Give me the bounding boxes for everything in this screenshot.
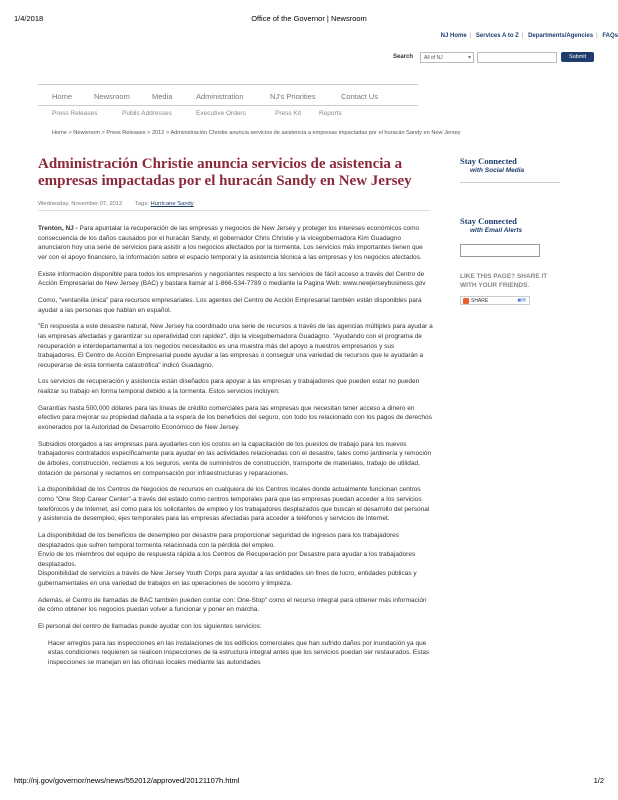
print-header xyxy=(14,14,604,26)
subnav-press-releases[interactable]: Press Releases xyxy=(52,110,98,117)
paragraph: La disponibilidad de los Centros de Negocios de recursos en cualquiera de los Centros locales donde actualmente funcionan centros como "One Stop Career Center"-a través del estado como centros temporales para que las empresas puedan acceder a los servicios telefónicos y de Internet, así como para los solicitantes de empleo y los trabajadores desplazados que buscan el desarrollo del personal y asistencia de desempleo, ejes temporales para las empresas afectadas para acceder a teléfonos y servicios de Internet. xyxy=(38,486,430,523)
page-title: Administración Christie anuncia servicios de asistencia a empresas impactadas por el huracán Sandy en New Jersey xyxy=(38,156,412,189)
paragraph: Además, el Centro de llamadas de BAC también pueden contar con: One-Stop" como el recurso integral para obtener más información de cómo obtener los negocios puedan volver a funcionar y poner en marcha. xyxy=(38,596,427,614)
dateline: Trenton, NJ - xyxy=(38,225,78,232)
top-link-faqs[interactable]: FAQs xyxy=(602,33,618,39)
nav-newsroom[interactable]: Newsroom xyxy=(94,92,130,101)
paragraph: Como, "ventanilla única" para recursos empresariales. Los agentes del Centro de Acción Empresarial también están disponibles para ayudar a las personas que hablan en español. xyxy=(38,296,422,314)
paragraph: Subsidios otorgados a las empresas para ayudarles con los costos en la capacitación de los puestos de trabajo para los nuevos trabajadores contratados específicamente para ayudar en las actividades relacionadas con el desastre, tales como jardinería y remoción de árboles, construcción, reclamos a los seguros, venta de suministros de construcción, transporte de materiales, trabajo de utilidad, dotación de personal y reclamos en compensación por infraestructuras y reparaciones. xyxy=(38,440,432,477)
nav-contact[interactable]: Contact Us xyxy=(341,92,379,101)
search-scope-select[interactable]: All of NJ ▾ xyxy=(420,52,474,63)
article-body xyxy=(38,224,433,675)
breadcrumb[interactable]: Home > Newsroom > Press Releases > 2012 > Administración Christie anuncia servicios de asistencia a empresas impactadas por el huracán Sandy en New Jersey xyxy=(52,130,461,136)
top-links: NJ Home | Services A to Z | Departments/Agencies | FAQs xyxy=(440,33,618,39)
share-button[interactable]: SHARE ■✉ xyxy=(460,296,530,305)
subnav-reports[interactable]: Reports xyxy=(319,110,342,117)
paragraph: Hacer arreglos para las inspecciones en las instalaciones de los edificios comerciales que han sufrido daños por inundación ya que estas condiciones requieren se realicen inspecciones de la estructura integral antes que los servicios puedan ser restaurados. Estas inspecciones se manejan en las oficinas locales mediante las autoridades xyxy=(48,639,430,667)
top-link-nj-home[interactable]: NJ Home xyxy=(440,33,467,39)
nav-media[interactable]: Media xyxy=(152,92,173,101)
email-alerts-box xyxy=(460,216,580,257)
social-media-box xyxy=(460,156,580,183)
article-date: Wednesday, November 07, 2012 xyxy=(38,201,123,207)
paragraph: Garantías hasta 500,000 dólares para las líneas de crédito comerciales para las empresas que necesitan tener acceso a dinero en efectivo para mejorar su propiedad dañada a la espera de los beneficios del seguro, con todo los relacionado con los pagos de derechos exonerados por la Autoridad de Desarrollo Económico de New Jersey. xyxy=(38,404,432,432)
email-subtitle[interactable]: with Email Alerts xyxy=(470,227,523,234)
print-title: Office of the Governor | Newsroom xyxy=(251,14,367,23)
top-link-departments[interactable]: Departments/Agencies xyxy=(528,33,594,39)
top-link-services[interactable]: Services A to Z xyxy=(475,33,519,39)
search-bar xyxy=(380,52,618,64)
search-submit-button[interactable]: Submit xyxy=(561,52,594,62)
search-label: Search xyxy=(393,54,414,60)
print-date: 1/4/2018 xyxy=(14,14,44,23)
divider xyxy=(460,182,560,183)
print-footer xyxy=(14,776,604,785)
paragraph: La disponibilidad de los beneficios de desempleo por desastre para proporcionar seguridad de ingresos para los trabajadores desplazados que sufren temporal tormenta relacionada con la pérdida del empleo. Envío de los miembros del equipo de respuesta rápida a los Centros de Recuperación por Desastre para ayudar a los trabajadores desplazados. Disponibilidad de servicios a través de New Jersey Youth Corps para ayudar a las entidades sin fines de lucro, entidades públicas y gubernamentales en una variedad de trabajos en las operaciones de socorro y limpieza. xyxy=(38,531,417,587)
subnav-press-kit[interactable]: Press Kit xyxy=(275,110,302,117)
paragraph: Existe información disponible para todos los empresarios y negociantes respecto a los servicios de fácil acceso a través del Centro de Acción Empresarial de New Jersey (BAC) y bastara llamar al 1-866-534-7789 o mediante la Pagina Web: www.newjerseybusiness.gov xyxy=(38,270,426,288)
chevron-down-icon: ▾ xyxy=(467,55,471,61)
paragraph: Los servicios de recuperación y asistencia están diseñados para apoyar a las empresas y trabajadores que pueden estar no pueden realizar su trabajo en forma temporal debido a la tormenta. Estos servicios incluyen: xyxy=(38,378,420,396)
page-number: 1/2 xyxy=(593,776,604,785)
subnav-public-addresses[interactable]: Public Addresses xyxy=(122,110,172,117)
article-meta xyxy=(38,201,194,207)
divider xyxy=(38,210,430,211)
business-link[interactable]: www.newjerseybusiness.gov xyxy=(342,280,426,288)
tags-label: Tags: xyxy=(135,201,149,207)
subnav-executive-orders[interactable]: Executive Orders xyxy=(196,110,246,117)
email-input[interactable] xyxy=(460,244,540,257)
share-icon xyxy=(463,298,469,304)
social-icons: ■✉ xyxy=(517,298,526,304)
search-input[interactable] xyxy=(477,52,557,63)
main-nav xyxy=(38,84,418,106)
tag-link[interactable]: Hurricane Sandy xyxy=(150,201,194,207)
nav-home[interactable]: Home xyxy=(52,92,73,101)
social-title[interactable]: Stay Connected xyxy=(460,156,517,166)
paragraph: Trenton, NJ - Para apuntalar la recuperación de las empresas y negocios de New Jersey y proteger los intereses económicos como consecuencia de los daños causados por el huracán Sandy, el gobernador Chris Christie y la vicegobernadora Kim Guadagno anunciaron hoy una serie de servicios para asistir a los negocios afectados por la tormenta. Los servicios más importantes tienen que ver con el apoyo financiero, la información sobre el espacio temporal y la asistencia técnica a las empresas y los negocios afectados. xyxy=(38,225,423,261)
email-title[interactable]: Stay Connected xyxy=(460,216,517,226)
paragraph: El personal del centro de llamadas puede ayudar con los siguientes servicios: xyxy=(38,623,262,631)
paragraph: "En respuesta a este desastre natural, New Jersey ha coordinado una serie de recursos a través de las agencias múltiples para ayudar a las empresas afectadas y garantizar su operatividad con rapidez", dijo la vicegobernadora Guadagno. "Ayudando con el programa de recuperación e interdepartamental a los negocios necesitados es una muestra más del apoyo a nuestros empresarios y sus trabajadores. El Centro de Acción Empresarial puede ayudar a las empresas o conseguir una variedad de recursos que le ayudarán a recuperarse de esta tormenta catastrófica" indicó Guadagno. xyxy=(38,323,433,369)
nav-priorities[interactable]: NJ's Priorities xyxy=(270,92,316,101)
print-url: http://nj.gov/governor/news/news/552012/approved/20121107h.html xyxy=(14,776,240,785)
social-subtitle[interactable]: with Social Media xyxy=(470,167,525,174)
like-share-text: LIKE THIS PAGE? SHARE IT WITH YOUR FRIENDS. xyxy=(460,273,548,289)
nav-administration[interactable]: Administration xyxy=(196,92,244,101)
